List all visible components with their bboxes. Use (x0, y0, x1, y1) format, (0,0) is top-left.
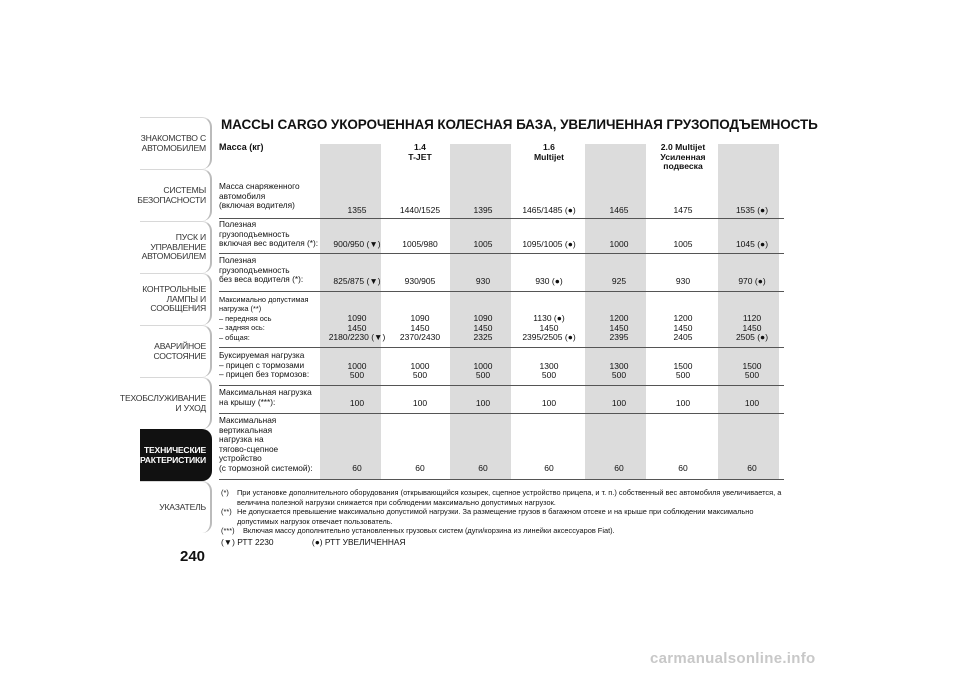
row-divider (219, 218, 784, 219)
table-cell: 825/875 (▼) (333, 276, 381, 287)
table-cell: 1200 1450 2395 (609, 313, 629, 343)
table-cell: 1090 1450 2180/2230 (▼) (328, 313, 386, 343)
footnote (221, 507, 787, 526)
row-label: Полезная грузоподъемность включая вес водителя (*): (219, 219, 319, 249)
table-cell: 1090 1450 2370/2430 (399, 313, 441, 343)
sidebar-item-emergency[interactable] (140, 325, 212, 377)
row-label: Максимально допустимая нагрузка (**) – передняя ось – задняя ось: – общая: (219, 295, 309, 342)
table-cell: 60 (352, 463, 362, 474)
table-cell: 930 (675, 276, 691, 287)
table-cell: 1090 1450 2325 (473, 313, 493, 343)
footnotes (221, 488, 787, 536)
chapter-sidebar (119, 117, 212, 533)
table-cell: 1200 1450 2405 (673, 313, 693, 343)
table-cell: 930 (●) (535, 276, 563, 287)
table-row (219, 388, 784, 411)
sidebar-item-label: ТЕХОБСЛУЖИВАНИЕ И УХОД (119, 393, 206, 413)
table-cell: 1465/1485 (●) (522, 205, 576, 216)
sidebar-item-label: УКАЗАТЕЛЬ (159, 501, 206, 512)
table-row (219, 295, 784, 345)
table-cell: 1000 500 (347, 360, 367, 381)
table-cell: 100 (475, 398, 491, 409)
table-row (219, 256, 784, 289)
row-divider (219, 291, 784, 292)
table-cell: 1475 (673, 205, 693, 216)
table-cell: 60 (415, 463, 425, 474)
table-cell: 1355 (347, 205, 367, 216)
table-cell: 1300 500 (609, 360, 629, 381)
table-cell: 100 (349, 398, 365, 409)
sidebar-item-label: ТЕХНИЧЕСКИЕ ХАРАКТЕРИСТИКИ (128, 445, 206, 465)
sidebar-item-warning-lights[interactable] (140, 273, 212, 325)
sidebar-item-label: АВАРИЙНОЕ СОСТОЯНИЕ (153, 341, 206, 361)
table-cell: 1000 (609, 239, 629, 250)
table-cell: 60 (478, 463, 488, 474)
table-header-label: Масса (кг) (219, 142, 264, 152)
table-row (219, 182, 784, 218)
table-cell: 1000 500 (473, 360, 493, 381)
sidebar-item-technical-specs[interactable] (128, 429, 212, 481)
watermark: carmanualsonline.info (650, 650, 816, 667)
footnote-text: Не допускается превышение максимально допустимой нагрузки. За размещение грузов в багажном отсеке и на крыше при соблюдении максимально допустимых нагрузок отвечает пользователь. (237, 507, 754, 526)
sidebar-item-safety[interactable] (137, 169, 212, 221)
legend-circle: (●) РТТ УВЕЛИЧЕННАЯ (311, 537, 406, 547)
row-label: Буксируемая нагрузка – прицеп с тормозами – прицеп без тормозов: (219, 350, 310, 380)
legend-triangle: (▼) РТТ 2230 (221, 537, 274, 547)
symbol-legend (221, 537, 442, 547)
footnote-mark: (**) (221, 507, 232, 517)
table-cell: 60 (544, 463, 554, 474)
table-cell: 1395 (473, 205, 493, 216)
table-cell: 1130 (●) 1450 2395/2505 (●) (522, 313, 576, 343)
sidebar-item-label: КОНТРОЛЬНЫЕ ЛАМПЫ И СООБЩЕНИЯ (142, 284, 206, 314)
footnote (221, 488, 787, 507)
table-cell: 100 (541, 398, 557, 409)
table-cell: 900/950 (▼) (333, 239, 381, 250)
sidebar-item-maintenance[interactable] (119, 377, 212, 429)
footnote-mark: (***) (221, 526, 235, 536)
table-cell: 930/905 (404, 276, 436, 287)
page-number: 240 (180, 548, 206, 565)
footnote-text: При установке дополнительного оборудования (открывающийся козырек, сцепное устройство прицепа, и т. п.) собственный вес автомобиля увеличивается, а величина полезной нагрузки снижается при соблюдении максимально допустимых нагрузок. (237, 488, 782, 507)
table-cell: 1535 (●) (735, 205, 769, 216)
column-header: 2.0 Multijet Усиленная подвеска (660, 142, 706, 171)
table-cell: 1005 (673, 239, 693, 250)
table-cell: 1000 500 (410, 360, 430, 381)
column-header: 1.6 Multijet (533, 142, 565, 162)
table-cell: 1005 (473, 239, 493, 250)
table-cell: 100 (744, 398, 760, 409)
table-cell: 60 (614, 463, 624, 474)
row-divider (219, 385, 784, 386)
table-row (219, 351, 784, 383)
row-divider (219, 253, 784, 254)
table-cell: 1500 500 (673, 360, 693, 381)
table-cell: 1045 (●) (735, 239, 769, 250)
table-cell: 1300 500 (539, 360, 559, 381)
table-row (219, 416, 784, 476)
table-cell: 100 (611, 398, 627, 409)
row-divider (219, 479, 784, 480)
table-cell: 60 (678, 463, 688, 474)
row-label: Полезная грузоподъемность без веса водителя (*): (219, 255, 304, 285)
sidebar-item-label: ПУСК И УПРАВЛЕНИЕ АВТОМОБИЛЕМ (141, 232, 206, 262)
table-cell: 1440/1525 (399, 205, 441, 216)
column-header: 1.4 T-JET (408, 142, 432, 162)
table-cell: 1500 500 (742, 360, 762, 381)
row-divider (219, 413, 784, 414)
footnote (221, 526, 787, 536)
row-label: Масса снаряженного автомобиля (включая водителя) (219, 181, 300, 211)
table-cell: 1095/1005 (●) (522, 239, 576, 250)
footnote-text: Включая массу дополнительно установленных грузовых систем (дуги/корзина из линейки аксессуаров Fiat). (243, 526, 615, 536)
table-cell: 100 (675, 398, 691, 409)
table-cell: 1005/980 (402, 239, 438, 250)
sidebar-item-index[interactable] (140, 481, 212, 533)
footnote-mark: (*) (221, 488, 229, 497)
table-cell: 60 (747, 463, 757, 474)
sidebar-item-starting-driving[interactable] (140, 221, 212, 273)
page-title: МАССЫ CARGO УКОРОЧЕННАЯ КОЛЕСНАЯ БАЗА, УВЕЛИЧЕННАЯ ГРУЗОПОДЪЕМНОСТЬ (221, 117, 818, 132)
sidebar-item-label: ЗНАКОМСТВО С АВТОМОБИЛЕМ (140, 133, 206, 153)
table-cell: 1465 (609, 205, 629, 216)
table-cell: 1120 1450 2505 (●) (735, 313, 769, 343)
row-divider (219, 347, 784, 348)
row-label: Максимальная нагрузка на крышу (***): (219, 387, 312, 407)
table-cell: 970 (●) (738, 276, 766, 287)
sidebar-item-intro[interactable] (140, 117, 212, 169)
table-row (219, 220, 784, 252)
sidebar-item-label: СИСТЕМЫ БЕЗОПАСНОСТИ (137, 185, 206, 205)
table-cell: 930 (475, 276, 491, 287)
table-cell: 100 (412, 398, 428, 409)
table-cell: 925 (611, 276, 627, 287)
row-label: Максимальная вертикальная нагрузка на тягово-сцепное устройство (с тормозной системой): (219, 415, 313, 473)
